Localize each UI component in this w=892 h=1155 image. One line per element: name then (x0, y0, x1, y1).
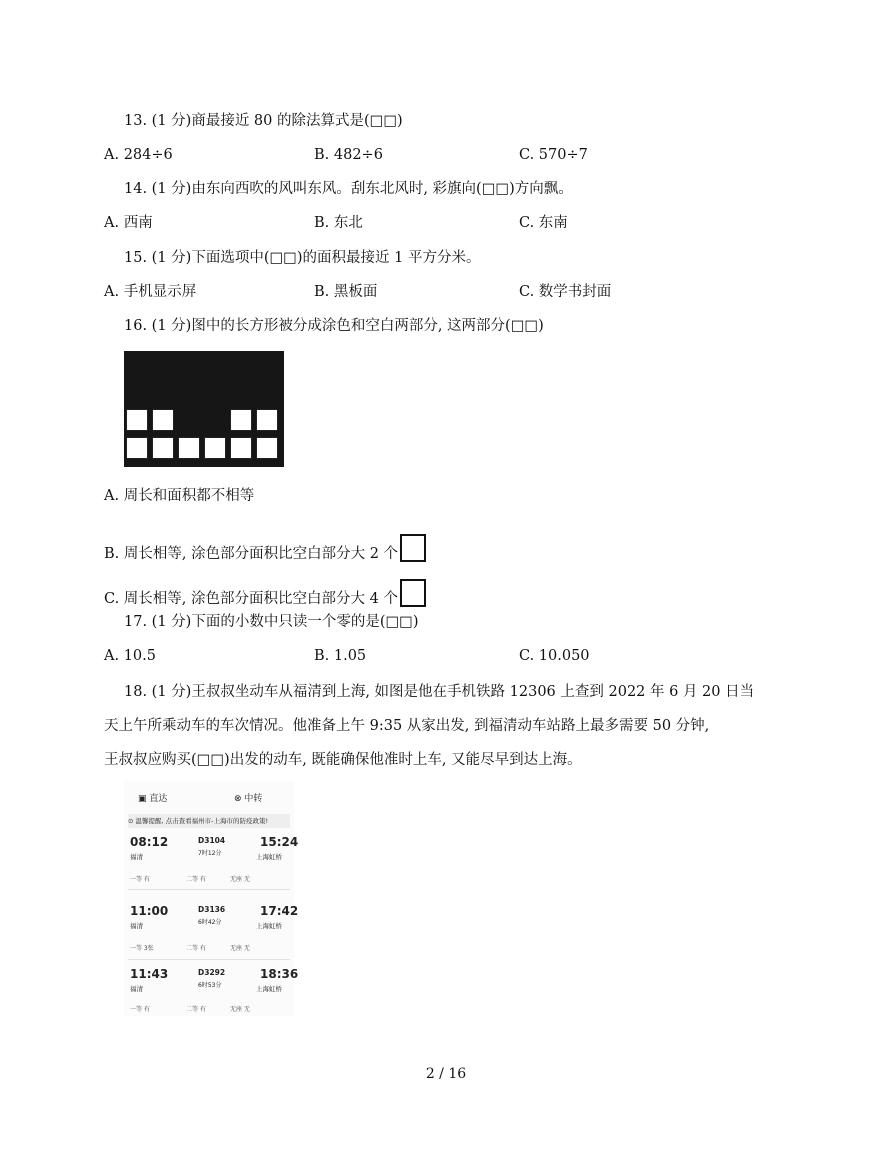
seat-second-class: 二等 有 (186, 945, 206, 952)
train-number: D3104 (198, 836, 226, 845)
question-16-stem: 16. (1 分)图中的长方形被分成涂色和空白两部分, 这两部分(□□) (124, 318, 544, 334)
arrival-time: 18:36 (260, 967, 299, 981)
question-13-stem: 13. (1 分)商最接近 80 的除法算式是(□□) (124, 113, 403, 129)
departure-station: 福清 (130, 853, 143, 861)
question-13-option-b[interactable]: B. 482÷6 (314, 147, 383, 163)
question-13-option-a[interactable]: A. 284÷6 (104, 147, 173, 163)
seat-first-class: 一等 3张 (130, 945, 154, 952)
tab-transfer: ⊗ 中转 (234, 794, 263, 804)
question-14-option-c[interactable]: C. 东南 (519, 215, 568, 231)
question-18-stem-line-2: 天上午所乘动车的车次情况。他准备上午 9:35 从家出发, 到福清动车站路上最多需要 50 分钟, (104, 718, 710, 734)
arrival-time: 15:24 (260, 835, 299, 849)
departure-time: 08:12 (130, 835, 169, 849)
question-17-option-a[interactable]: A. 10.5 (104, 648, 156, 664)
arrival-station: 上海虹桥 (256, 853, 282, 861)
duration: 7时12分 (198, 850, 222, 857)
divider (128, 889, 290, 890)
train-number: D3292 (198, 968, 226, 977)
question-14-option-b[interactable]: B. 东北 (314, 215, 363, 231)
departure-time: 11:00 (130, 904, 169, 918)
page-number: 2 / 16 (425, 1066, 467, 1082)
seat-second-class: 二等 有 (186, 876, 206, 883)
question-15-option-c[interactable]: C. 数学书封面 (519, 284, 612, 300)
notice-bar: ⊙ 温馨提醒, 点击查看福州市-上海市的防疫政策! (128, 814, 290, 828)
arrival-station: 上海虹桥 (256, 922, 282, 930)
seat-standing: 无座 无 (230, 1006, 250, 1013)
question-14-option-a[interactable]: A. 西南 (104, 215, 153, 231)
question-15-stem: 15. (1 分)下面选项中(□□)的面积最接近 1 平方分米。 (124, 250, 481, 266)
departure-time: 11:43 (130, 967, 169, 981)
question-16-option-b-text: B. 周长相等, 涂色部分面积比空白部分大 2 个 (104, 546, 399, 562)
question-16-option-b[interactable] (104, 534, 426, 564)
question-18-stem-line-3: 王叔叔应购买(□□)出发的动车, 既能确保他准时上车, 又能尽早到达上海。 (104, 752, 582, 768)
shaded-rectangle-figure (124, 351, 284, 467)
seat-first-class: 一等 有 (130, 1006, 150, 1013)
question-16-option-c-text: C. 周长相等, 涂色部分面积比空白部分大 4 个 (104, 591, 398, 607)
divider (128, 959, 290, 960)
arrival-time: 17:42 (260, 904, 299, 918)
question-18-stem-line-1: 18. (1 分)王叔叔坐动车从福清到上海, 如图是他在手机铁路 12306 上查到 2022 年 6 月 20 日当 (124, 684, 755, 700)
question-14-stem: 14. (1 分)由东向西吹的风叫东风。刮东北风时, 彩旗向(□□)方向飘。 (124, 181, 573, 197)
departure-station: 福清 (130, 922, 143, 930)
question-17-option-b[interactable]: B. 1.05 (314, 648, 367, 664)
question-16-option-a[interactable]: A. 周长和面积都不相等 (104, 488, 255, 504)
seat-second-class: 二等 有 (186, 1006, 206, 1013)
tab-direct: ▣ 直达 (138, 794, 168, 804)
question-15-option-b[interactable]: B. 黑板面 (314, 284, 378, 300)
question-17-option-c[interactable]: C. 10.050 (519, 648, 590, 664)
duration: 6时53分 (198, 982, 222, 989)
question-13-option-c[interactable]: C. 570÷7 (519, 147, 588, 163)
departure-station: 福清 (130, 985, 143, 993)
seat-first-class: 一等 有 (130, 876, 150, 883)
seat-standing: 无座 无 (230, 945, 250, 952)
unit-square-icon (400, 579, 426, 607)
arrival-station: 上海虹桥 (256, 985, 282, 993)
train-number: D3136 (198, 905, 226, 914)
train-schedule-screenshot (124, 781, 299, 1016)
question-17-stem: 17. (1 分)下面的小数中只读一个零的是(□□) (124, 614, 419, 630)
unit-square-icon (400, 534, 426, 562)
question-15-option-a[interactable]: A. 手机显示屏 (104, 284, 197, 300)
seat-standing: 无座 无 (230, 876, 250, 883)
duration: 6时42分 (198, 919, 222, 926)
question-16-option-c[interactable] (104, 579, 426, 609)
